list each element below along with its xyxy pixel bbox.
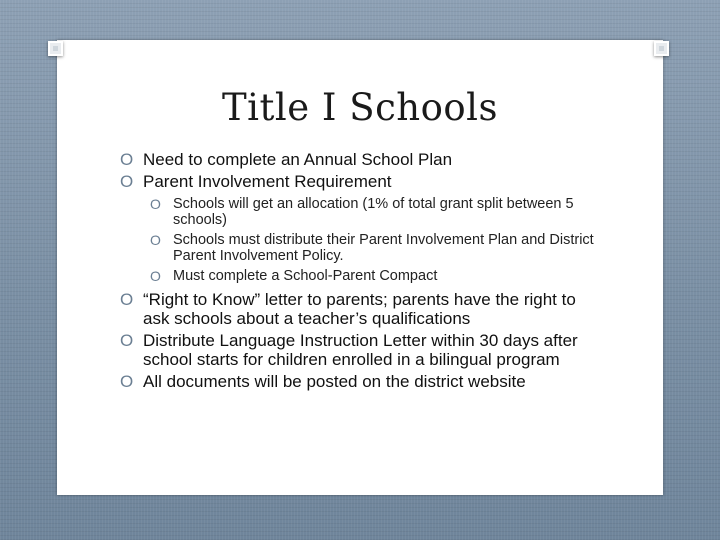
- pin-top-left-icon: [48, 41, 63, 56]
- sub-bullet-o-icon: O: [150, 196, 161, 212]
- bullet-list: [120, 150, 600, 391]
- sub-bullet-text: Must complete a School-Parent Compact: [173, 268, 438, 284]
- bullet-text: “Right to Know” letter to parents; parents have the right to ask schools about a teacher’s qualifications: [143, 289, 576, 328]
- bullet-item: [120, 150, 600, 169]
- sub-bullet-item: [150, 233, 600, 264]
- bullet-o-icon: O: [120, 371, 134, 391]
- sub-bullet-o-icon: O: [150, 268, 161, 284]
- bullet-item: [120, 331, 600, 369]
- bullet-text: Distribute Language Instruction Letter within 30 days after school starts for children enrolled in a bilingual program: [143, 330, 578, 369]
- slide-body: [120, 150, 600, 394]
- bullet-text: Need to complete an Annual School Plan: [143, 150, 453, 169]
- slide-title: Title I Schools: [221, 86, 499, 129]
- bullet-o-icon: O: [120, 289, 134, 309]
- sub-bullet-item: [150, 197, 600, 228]
- bullet-o-icon: O: [120, 330, 134, 350]
- bullet-item: [120, 372, 600, 391]
- bullet-o-icon: O: [120, 150, 134, 169]
- sub-bullet-text: Schools will get an allocation (1% of total grant split between 5 schools): [173, 196, 574, 228]
- pin-top-right-icon: [654, 41, 669, 56]
- bullet-item: [120, 290, 600, 328]
- bullet-text: Parent Involvement Requirement: [143, 172, 392, 191]
- sub-bullet-text: Schools must distribute their Parent Involvement Plan and District Parent Involvement Policy.: [173, 232, 594, 264]
- bullet-o-icon: O: [120, 172, 134, 191]
- bullet-item: [120, 172, 600, 285]
- sub-bullet-o-icon: O: [150, 232, 161, 248]
- bullet-text: All documents will be posted on the district website: [143, 371, 526, 391]
- sub-bullet-list: [150, 197, 600, 285]
- sub-bullet-item: [150, 269, 600, 285]
